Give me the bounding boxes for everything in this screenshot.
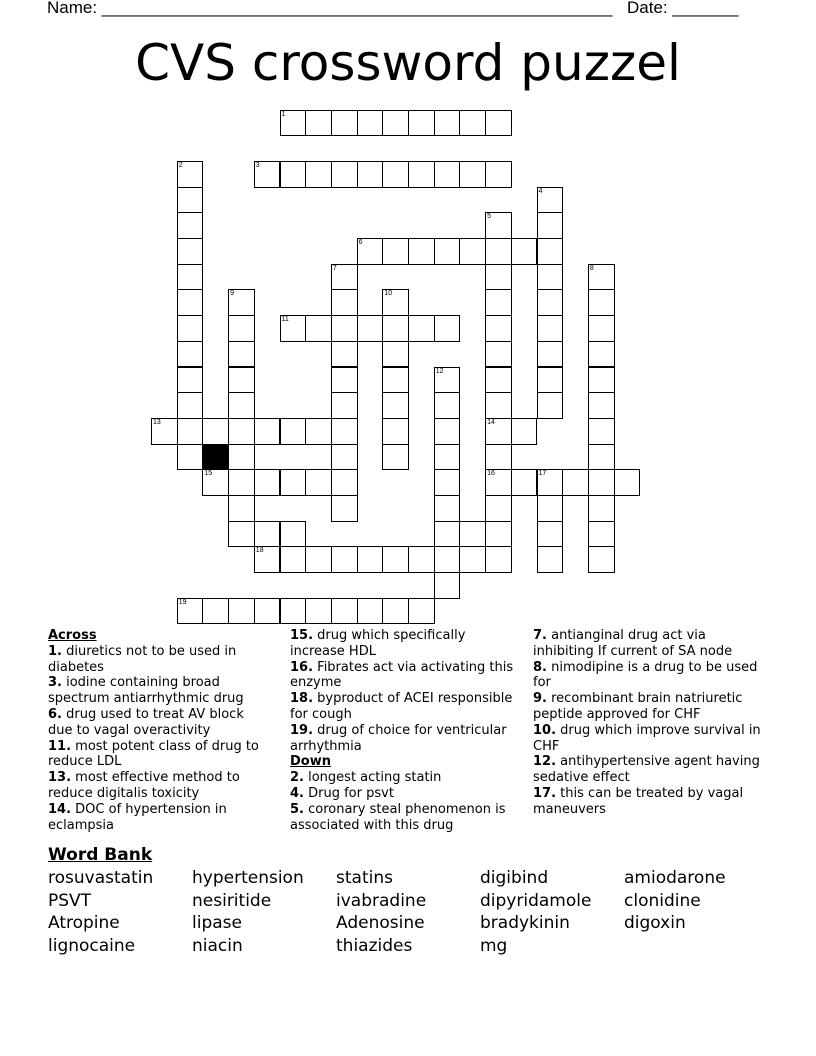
crossword-cell[interactable]: [382, 110, 409, 137]
crossword-cell[interactable]: [305, 469, 332, 496]
crossword-cell[interactable]: [305, 110, 332, 137]
crossword-cell[interactable]: [485, 289, 512, 316]
crossword-cell[interactable]: [331, 161, 358, 188]
page-title: CVS crossword puzzel: [135, 34, 681, 92]
word-bank-item: amiodarone: [624, 868, 726, 888]
crossword-cell[interactable]: [511, 418, 538, 445]
clue-down-8: 8. nimodipine is a drug to be used for: [533, 659, 758, 691]
word-bank-item: statins: [336, 868, 393, 888]
crossword-cell[interactable]: [537, 367, 564, 394]
clue-number: 8: [589, 264, 594, 272]
crossword-cell[interactable]: [331, 495, 358, 522]
crossword-cell[interactable]: [280, 110, 307, 137]
crossword-cell[interactable]: [382, 392, 409, 419]
clue-down-10: 10. drug which improve survival in CHF: [533, 722, 761, 754]
clue-number: 11: [281, 316, 289, 324]
crossword-cell[interactable]: [228, 367, 255, 394]
crossword-cell[interactable]: [177, 598, 204, 625]
word-bank-item: hypertension: [192, 868, 304, 888]
crossword-cell[interactable]: [202, 418, 229, 445]
crossword-cell[interactable]: [228, 469, 255, 496]
name-field-label[interactable]: Name: ______________________________________________________: [47, 0, 613, 17]
crossword-cell[interactable]: [382, 289, 409, 316]
crossword-cell[interactable]: [588, 546, 615, 573]
clue-across-11: 11. most potent class of drug to reduce LDL: [48, 738, 259, 770]
clue-across-1: 1. diuretics not to be used in diabetes: [48, 643, 237, 675]
crossword-cell[interactable]: [537, 289, 564, 316]
crossword-cell[interactable]: [537, 546, 564, 573]
crossword-cell[interactable]: [485, 418, 512, 445]
crossword-cell[interactable]: [331, 469, 358, 496]
word-bank-item: digibind: [480, 868, 549, 888]
crossword-cell[interactable]: [357, 238, 384, 265]
crossword-cell[interactable]: [408, 238, 435, 265]
crossword-cell[interactable]: [305, 598, 332, 625]
crossword-cell[interactable]: [511, 469, 538, 496]
clue-down-7: 7. antianginal drug act via inhibiting If current of SA node: [533, 628, 733, 659]
crossword-cell[interactable]: [331, 418, 358, 445]
word-bank-item: thiazides: [336, 935, 413, 956]
across-heading: Across: [48, 628, 97, 643]
crossword-cell[interactable]: [485, 161, 512, 188]
crossword-cell[interactable]: [331, 315, 358, 342]
word-bank-item: mg: [480, 935, 508, 956]
crossword-cell[interactable]: [588, 444, 615, 471]
clue-number: 9: [230, 290, 234, 298]
clue-down-12: 12. antihypertensive agent having sedative effect: [533, 754, 760, 786]
clue-number: 18: [255, 547, 264, 555]
clue-across-18: 18. byproduct of ACEI responsible for cough: [290, 691, 513, 722]
crossword-cell[interactable]: [331, 367, 358, 394]
crossword-cell[interactable]: [228, 495, 255, 522]
crossword-cell[interactable]: [511, 238, 538, 265]
crossword-cell[interactable]: [177, 238, 204, 265]
crossword-cell[interactable]: [588, 521, 615, 548]
clue-number: 6: [358, 239, 363, 246]
crossword-cell[interactable]: [588, 315, 615, 342]
crossword-cell[interactable]: [588, 495, 615, 522]
clue-across-16: 16. Fibrates act via activating this enzyme: [290, 659, 514, 691]
clue-down-5: 5. coronary steal phenomenon is associated with this drug: [290, 801, 506, 833]
crossword-cell[interactable]: [331, 444, 358, 471]
clue-across-3: 3. iodine containing broad spectrum antiarrhythmic drug: [48, 675, 244, 707]
crossword-cell[interactable]: [588, 367, 615, 394]
crossword-cell[interactable]: [177, 161, 204, 188]
crossword-cell[interactable]: [459, 238, 486, 265]
clue-number: 19: [178, 598, 187, 606]
crossword-cell[interactable]: [485, 444, 512, 471]
crossword-cell[interactable]: [459, 546, 486, 573]
crossword-cell[interactable]: [254, 469, 281, 496]
crossword-cell[interactable]: [434, 572, 461, 599]
clue-number: 7: [332, 264, 337, 272]
crossword-cell[interactable]: [588, 341, 615, 368]
crossword-cell[interactable]: [331, 392, 358, 419]
crossword-cell[interactable]: [408, 161, 435, 188]
crossword-cell[interactable]: [177, 187, 204, 214]
crossword-cell[interactable]: [177, 264, 204, 291]
clue-number: 16: [487, 470, 495, 478]
crossword-cell[interactable]: [537, 392, 564, 419]
clues-column-1: [48, 628, 270, 833]
crossword-cell[interactable]: [537, 315, 564, 342]
crossword-cell[interactable]: [305, 315, 332, 342]
crossword-cell[interactable]: [614, 469, 641, 496]
clue-number: 14: [487, 418, 495, 426]
crossword-cell[interactable]: [459, 110, 486, 137]
clue-down-9: 9. recombinant brain natriuretic peptide approved for CHF: [533, 691, 743, 722]
crossword-cell[interactable]: [537, 238, 564, 265]
crossword-cell[interactable]: [280, 161, 307, 188]
crossword-cell[interactable]: [408, 598, 435, 625]
crossword-cell[interactable]: [485, 212, 512, 239]
crossword-cell[interactable]: [537, 341, 564, 368]
clue-across-13: 13. most effective method to reduce digitalis toxicity: [48, 770, 240, 801]
clue-number: 17: [538, 470, 547, 478]
crossword-cell[interactable]: [357, 110, 384, 137]
crossword-cell[interactable]: [382, 238, 409, 265]
crossword-cell[interactable]: [331, 341, 358, 368]
word-bank-item: Adenosine: [336, 913, 425, 934]
word-bank-item: niacin: [192, 935, 243, 956]
crossword-cell[interactable]: [588, 289, 615, 316]
crossword-cell[interactable]: [254, 521, 281, 548]
crossword-cell[interactable]: [382, 367, 409, 394]
word-bank-item: clonidine: [624, 890, 701, 911]
crossword-cell[interactable]: [357, 598, 384, 625]
crossword-cell[interactable]: [254, 546, 281, 573]
crossword-cell[interactable]: [434, 161, 461, 188]
crossword-cell[interactable]: [177, 315, 204, 342]
word-bank-item: digoxin: [624, 913, 686, 934]
clue-number: 10: [384, 290, 393, 298]
crossword-cell[interactable]: [459, 161, 486, 188]
crossword-cell[interactable]: [228, 521, 255, 548]
date-field-label[interactable]: Date: _______: [627, 0, 739, 17]
word-bank-item: nesiritide: [192, 890, 272, 911]
crossword-cell[interactable]: [177, 367, 204, 394]
crossword-cell[interactable]: [485, 469, 512, 496]
crossword-cell[interactable]: [434, 521, 461, 548]
word-bank-item: bradykinin: [480, 913, 570, 934]
clue-number: 12: [435, 367, 444, 375]
crossword-cell[interactable]: [382, 546, 409, 573]
crossword-cell[interactable]: [280, 521, 307, 548]
clue-number: 5: [487, 213, 491, 221]
crossword-cell[interactable]: [331, 289, 358, 316]
crossword-cell[interactable]: [537, 187, 564, 214]
crossword-cell[interactable]: [280, 315, 307, 342]
crossword-cell[interactable]: [434, 546, 461, 573]
crossword-cell[interactable]: [485, 110, 512, 137]
clue-down-17: 17. this can be treated by vagal maneuvers: [533, 785, 744, 817]
crossword-cell[interactable]: [357, 315, 384, 342]
word-bank-title: Word Bank: [48, 845, 153, 865]
crossword-cell[interactable]: [485, 238, 512, 265]
crossword-cell[interactable]: [434, 418, 461, 445]
crossword-cell[interactable]: [177, 444, 204, 471]
clues-column-2: [290, 628, 522, 833]
crossword-cell[interactable]: [331, 546, 358, 573]
crossword-cell[interactable]: [382, 598, 409, 625]
clue-across-14: 14. DOC of hypertension in eclampsia: [48, 801, 227, 833]
crossword-cell[interactable]: [537, 212, 564, 239]
crossword-cell[interactable]: [434, 444, 461, 471]
crossword-cell[interactable]: [434, 392, 461, 419]
crossword-cell[interactable]: [588, 469, 615, 496]
crossword-cell[interactable]: [331, 264, 358, 291]
crossword-cell[interactable]: [228, 418, 255, 445]
clue-across-15: 15. drug which specifically increase HDL: [290, 628, 466, 659]
clue-down-4: 4. Drug for psvt: [290, 785, 394, 801]
crossword-cell[interactable]: [537, 469, 564, 496]
crossword-cell[interactable]: [357, 546, 384, 573]
crossword-cell[interactable]: [485, 341, 512, 368]
crossword-cell[interactable]: [357, 161, 384, 188]
crossword-cell[interactable]: [382, 341, 409, 368]
crossword-cell[interactable]: [254, 598, 281, 625]
crossword-cell[interactable]: [228, 444, 255, 471]
crossword-cell[interactable]: [588, 392, 615, 419]
crossword-cell[interactable]: [537, 264, 564, 291]
crossword-cell[interactable]: [305, 161, 332, 188]
clue-across-6: 6. drug used to treat AV block due to vagal overactivity: [48, 706, 244, 738]
crossword-black-cell: [202, 444, 229, 471]
crossword-cell[interactable]: [562, 469, 589, 496]
clue-number: 15: [204, 470, 213, 478]
clues-column-3: [533, 628, 768, 818]
crossword-cell[interactable]: [485, 521, 512, 548]
crossword-cell[interactable]: [537, 521, 564, 548]
crossword-cell[interactable]: [588, 264, 615, 291]
clue-down-2: 2. longest acting statin: [290, 770, 442, 786]
crossword-cell[interactable]: [280, 469, 307, 496]
crossword-cell[interactable]: [537, 495, 564, 522]
crossword-cell[interactable]: [434, 315, 461, 342]
crossword-cell[interactable]: [228, 289, 255, 316]
crossword-cell[interactable]: [305, 418, 332, 445]
clue-across-19: 19. drug of choice for ventricular arrhythmia: [290, 722, 507, 754]
word-bank-item: ivabradine: [336, 890, 427, 911]
crossword-cell[interactable]: [228, 341, 255, 368]
down-heading: Down: [290, 754, 331, 770]
crossword-cell[interactable]: [254, 161, 281, 188]
word-bank-item: lignocaine: [48, 935, 136, 956]
clue-number: 3: [255, 161, 260, 169]
crossword-cell[interactable]: [485, 315, 512, 342]
crossword-cell[interactable]: [434, 469, 461, 496]
crossword-cell[interactable]: [434, 495, 461, 522]
word-bank-item: lipase: [192, 913, 242, 934]
crossword-cell[interactable]: [408, 110, 435, 137]
crossword-cell[interactable]: [485, 367, 512, 394]
crossword-cell[interactable]: [254, 418, 281, 445]
word-bank-item: rosuvastatin: [48, 868, 154, 888]
crossword-cell[interactable]: [151, 418, 178, 445]
crossword-cell[interactable]: [331, 110, 358, 137]
crossword-cell[interactable]: [434, 110, 461, 137]
crossword-cell[interactable]: [459, 521, 486, 548]
clue-number: 2: [178, 161, 183, 169]
crossword-cell[interactable]: [408, 546, 435, 573]
crossword-cell[interactable]: [382, 161, 409, 188]
word-bank-item: Atropine: [48, 913, 120, 934]
crossword-cell[interactable]: [280, 418, 307, 445]
crossword-cell[interactable]: [228, 392, 255, 419]
crossword-cell[interactable]: [177, 212, 204, 239]
crossword-cell[interactable]: [588, 418, 615, 445]
crossword-cell[interactable]: [177, 341, 204, 368]
clue-number: 4: [538, 187, 543, 195]
crossword-cell[interactable]: [485, 495, 512, 522]
crossword-cell[interactable]: [177, 418, 204, 445]
crossword-cell[interactable]: [434, 367, 461, 394]
crossword-cell[interactable]: [485, 546, 512, 573]
crossword-cell[interactable]: [228, 315, 255, 342]
crossword-cell[interactable]: [382, 418, 409, 445]
crossword-cell[interactable]: [485, 264, 512, 291]
crossword-cell[interactable]: [305, 546, 332, 573]
crossword-cell[interactable]: [280, 598, 307, 625]
crossword-cell[interactable]: [408, 315, 435, 342]
crossword-cell[interactable]: [280, 546, 307, 573]
crossword-cell[interactable]: [177, 392, 204, 419]
crossword-cell[interactable]: [228, 598, 255, 625]
word-bank-item: PSVT: [48, 890, 92, 911]
clue-number: 13: [153, 418, 161, 426]
crossword-cell[interactable]: [382, 315, 409, 342]
crossword-cell[interactable]: [434, 238, 461, 265]
crossword-cell[interactable]: [202, 469, 229, 496]
crossword-cell[interactable]: [382, 444, 409, 471]
crossword-cell[interactable]: [331, 598, 358, 625]
clue-number: 1: [281, 110, 286, 118]
crossword-cell[interactable]: [177, 289, 204, 316]
crossword-cell[interactable]: [202, 598, 229, 625]
crossword-cell[interactable]: [485, 392, 512, 419]
word-bank-item: dipyridamole: [480, 890, 592, 911]
